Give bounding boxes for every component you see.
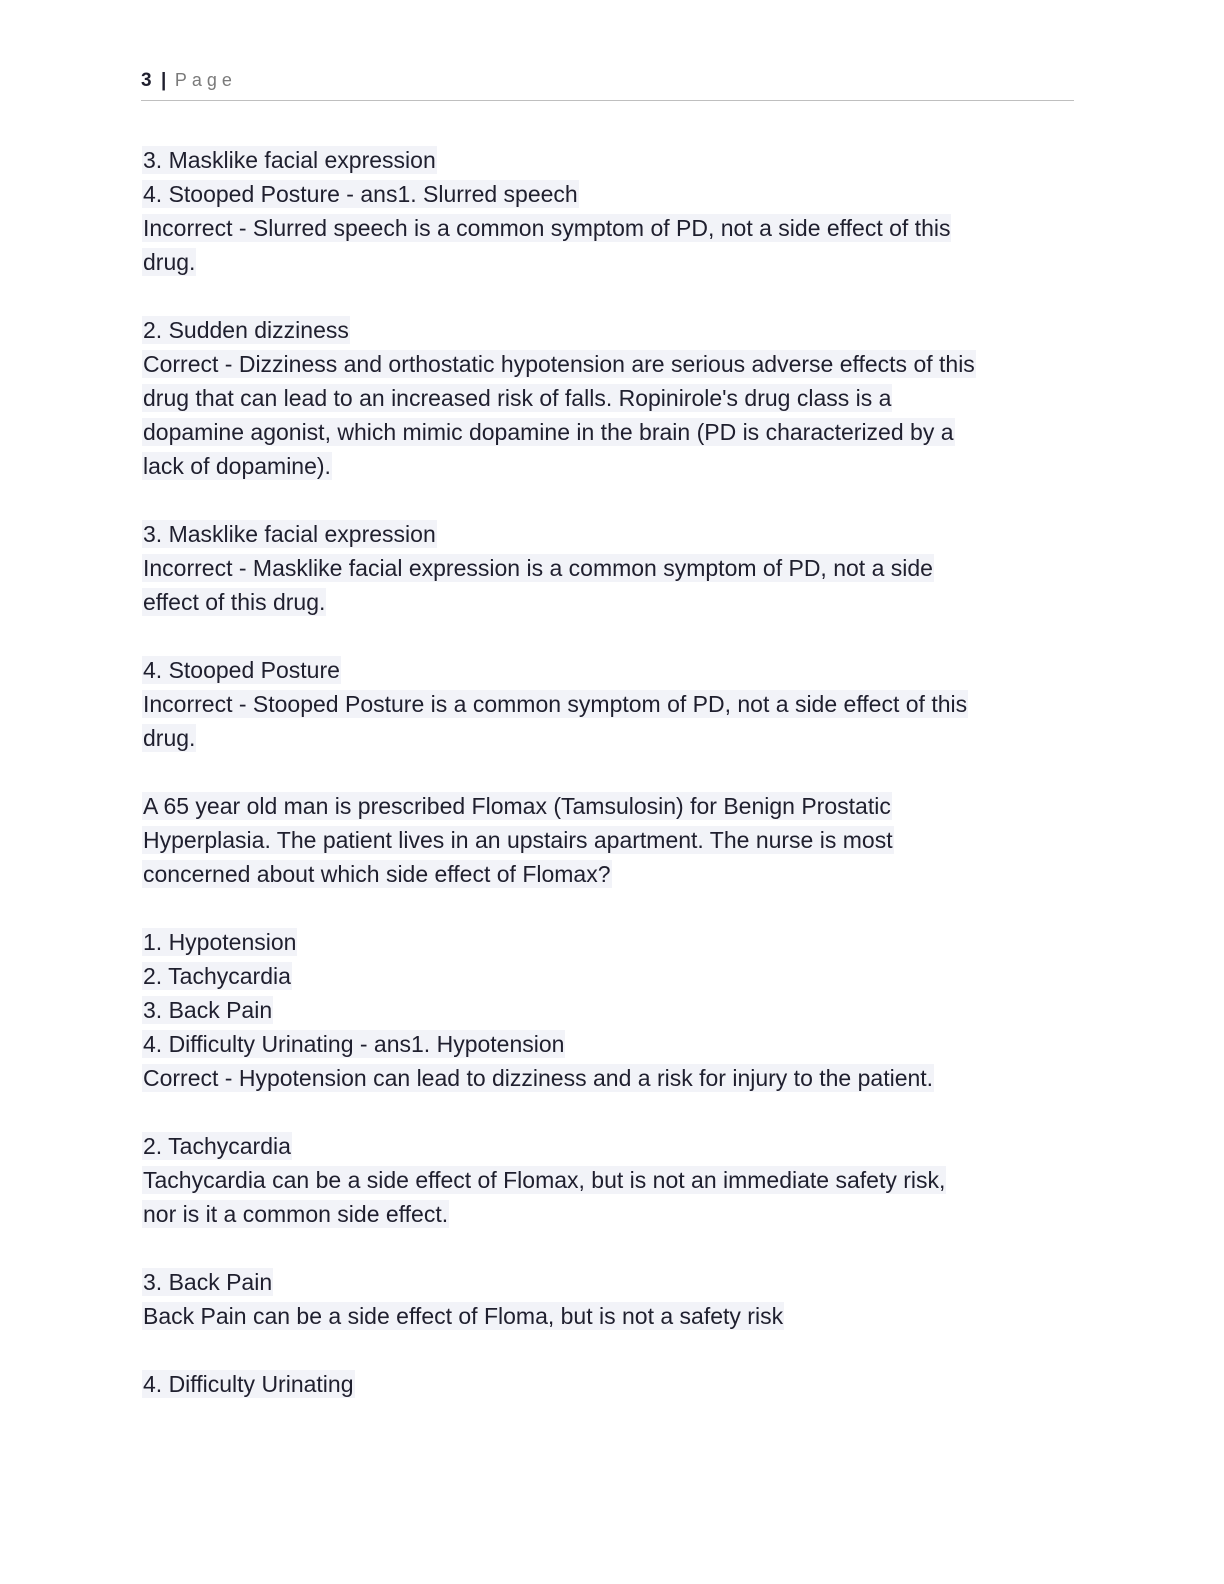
text-line bbox=[142, 1299, 1072, 1333]
text-line bbox=[142, 1367, 1072, 1401]
text-line-content: 3. Back Pain bbox=[143, 997, 273, 1023]
text-line-content: drug. bbox=[143, 725, 196, 751]
text-line-content: A 65 year old man is prescribed Flomax (Tamsulosin) for Benign Prostatic bbox=[143, 793, 891, 819]
text-line-content: 2. Tachycardia bbox=[143, 1133, 291, 1159]
text-line-content: 4. Difficulty Urinating bbox=[143, 1371, 354, 1397]
text-line-content: 4. Stooped Posture - ans1. Slurred speech bbox=[143, 181, 578, 207]
text-line bbox=[142, 823, 1072, 857]
text-line-content: effect of this drug. bbox=[143, 589, 326, 615]
page-header bbox=[141, 70, 1074, 101]
text-line-content: concerned about which side effect of Flomax? bbox=[143, 861, 611, 887]
blank-line bbox=[142, 1231, 1072, 1265]
text-line-content: Hyperplasia. The patient lives in an upstairs apartment. The nurse is most bbox=[143, 827, 893, 853]
document-body bbox=[142, 143, 1072, 1401]
text-line bbox=[142, 857, 1072, 891]
text-line bbox=[142, 1027, 1072, 1061]
text-line-content: Incorrect - Slurred speech is a common symptom of PD, not a side effect of this bbox=[143, 215, 951, 241]
text-line-content: Tachycardia can be a side effect of Flomax, but is not an immediate safety risk, bbox=[143, 1167, 946, 1193]
text-line bbox=[142, 449, 1072, 483]
blank-line bbox=[142, 279, 1072, 313]
text-line bbox=[142, 1265, 1072, 1299]
text-line bbox=[142, 687, 1072, 721]
text-line bbox=[142, 721, 1072, 755]
blank-line bbox=[142, 1095, 1072, 1129]
page-label: Page bbox=[174, 70, 237, 90]
text-line bbox=[142, 653, 1072, 687]
text-line bbox=[142, 1061, 1072, 1095]
blank-line bbox=[142, 483, 1072, 517]
text-line-content: nor is it a common side effect. bbox=[143, 1201, 449, 1227]
text-line-content: drug. bbox=[143, 249, 196, 275]
text-line bbox=[142, 381, 1072, 415]
text-line bbox=[142, 177, 1072, 211]
text-line-content: 1. Hypotension bbox=[143, 929, 297, 955]
text-line-content: 2. Sudden dizziness bbox=[143, 317, 349, 343]
text-line bbox=[142, 415, 1072, 449]
blank-line bbox=[142, 755, 1072, 789]
text-line bbox=[142, 925, 1072, 959]
text-line bbox=[142, 993, 1072, 1027]
text-line bbox=[142, 959, 1072, 993]
text-line-content: Correct - Hypotension can lead to dizziness and a risk for injury to the patient. bbox=[143, 1065, 934, 1091]
text-line bbox=[142, 1197, 1072, 1231]
text-line-content: Incorrect - Masklike facial expression is a common symptom of PD, not a side bbox=[143, 555, 933, 581]
text-line-content: Incorrect - Stooped Posture is a common symptom of PD, not a side effect of this bbox=[143, 691, 968, 717]
text-line bbox=[142, 1129, 1072, 1163]
text-line-content: 4. Difficulty Urinating - ans1. Hypotension bbox=[143, 1031, 565, 1057]
text-line bbox=[142, 347, 1072, 381]
text-line-content: 3. Masklike facial expression bbox=[143, 521, 436, 547]
text-line bbox=[142, 1163, 1072, 1197]
text-line-content: 2. Tachycardia bbox=[143, 963, 291, 989]
text-line-content: lack of dopamine). bbox=[143, 453, 331, 479]
text-line-content: drug that can lead to an increased risk of falls. Ropinirole's drug class is a bbox=[143, 385, 892, 411]
blank-line bbox=[142, 1333, 1072, 1367]
text-line bbox=[142, 313, 1072, 347]
text-line bbox=[142, 517, 1072, 551]
blank-line bbox=[142, 891, 1072, 925]
text-line bbox=[142, 143, 1072, 177]
text-line bbox=[142, 211, 1072, 245]
header-separator: | bbox=[161, 70, 167, 91]
text-line-content: 4. Stooped Posture bbox=[143, 657, 340, 683]
blank-line bbox=[142, 619, 1072, 653]
text-line-content: Back Pain can be a side effect of Floma, but is not a safety risk bbox=[143, 1303, 784, 1329]
text-line-content: 3. Back Pain bbox=[143, 1269, 273, 1295]
text-line-content: Correct - Dizziness and orthostatic hypotension are serious adverse effects of this bbox=[143, 351, 975, 377]
text-line-content: dopamine agonist, which mimic dopamine in the brain (PD is characterized by a bbox=[143, 419, 954, 445]
text-line bbox=[142, 245, 1072, 279]
text-line bbox=[142, 585, 1072, 619]
text-line bbox=[142, 551, 1072, 585]
text-line bbox=[142, 789, 1072, 823]
text-line-content: 3. Masklike facial expression bbox=[143, 147, 436, 173]
page-number: 3 bbox=[141, 70, 153, 91]
